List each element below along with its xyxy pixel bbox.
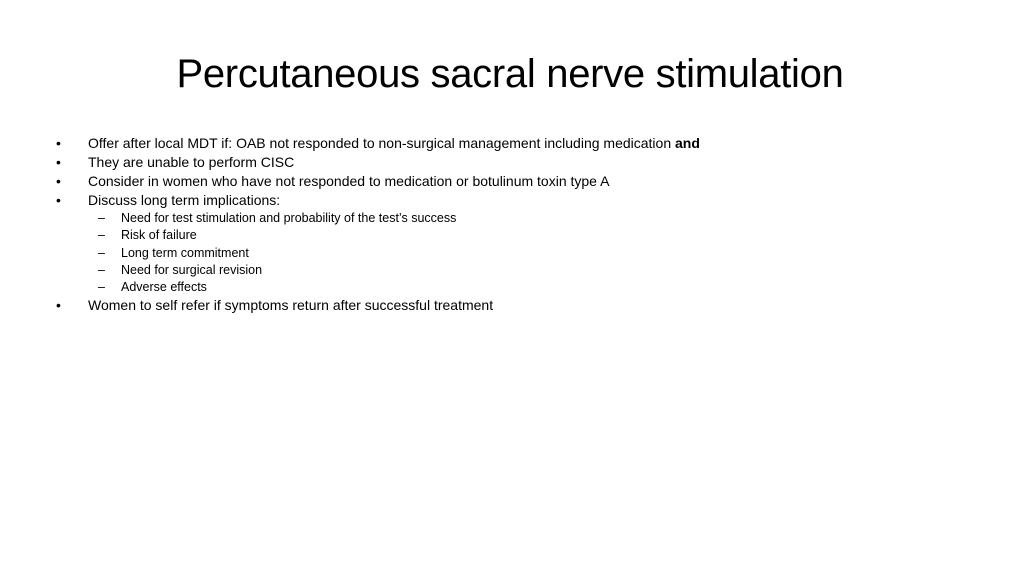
sub-list-item [56, 279, 996, 296]
sub-list-item [56, 227, 996, 244]
sub-list-item [56, 245, 996, 262]
sub-list-item-text: Risk of failure [121, 228, 197, 243]
list-item [56, 191, 996, 210]
list-item-text: They are unable to perform CISC [88, 154, 295, 170]
bullet-icon: • [56, 135, 61, 151]
sub-list-item-text: Adverse effects [121, 280, 207, 295]
list-item [56, 172, 996, 191]
slide-title: Percutaneous sacral nerve stimulation [176, 52, 844, 96]
bullet-icon: • [56, 154, 61, 170]
list-item-text: Offer after local MDT if: OAB not responded to non-surgical management including medication [88, 135, 676, 151]
dash-icon: – [98, 262, 105, 277]
dash-icon: – [98, 228, 105, 243]
list-item-text: Consider in women who have not responded to medication or botulinum toxin type A [88, 173, 610, 189]
bullet-icon: • [56, 297, 61, 314]
list-item [56, 153, 996, 172]
sub-list-item [56, 210, 996, 227]
dash-icon: – [98, 245, 105, 260]
sub-list-item-text: Need for surgical revision [121, 262, 263, 277]
list-item-text: Discuss long term implications: [88, 192, 281, 208]
list-item-emphasis: and [675, 135, 700, 151]
list-item-text: Women to self refer if symptoms return after successful treatment [88, 297, 494, 314]
list-item [56, 134, 996, 153]
sub-list-item-text: Need for test stimulation and probability of the test’s success [121, 211, 457, 225]
dash-icon: – [98, 280, 105, 295]
bullet-icon: • [56, 192, 61, 208]
list-item [56, 296, 996, 315]
dash-icon: – [98, 211, 105, 225]
sub-list-item [56, 262, 996, 279]
sub-list-item-text: Long term commitment [121, 245, 249, 260]
bullet-list [56, 134, 996, 315]
bullet-icon: • [56, 173, 61, 189]
